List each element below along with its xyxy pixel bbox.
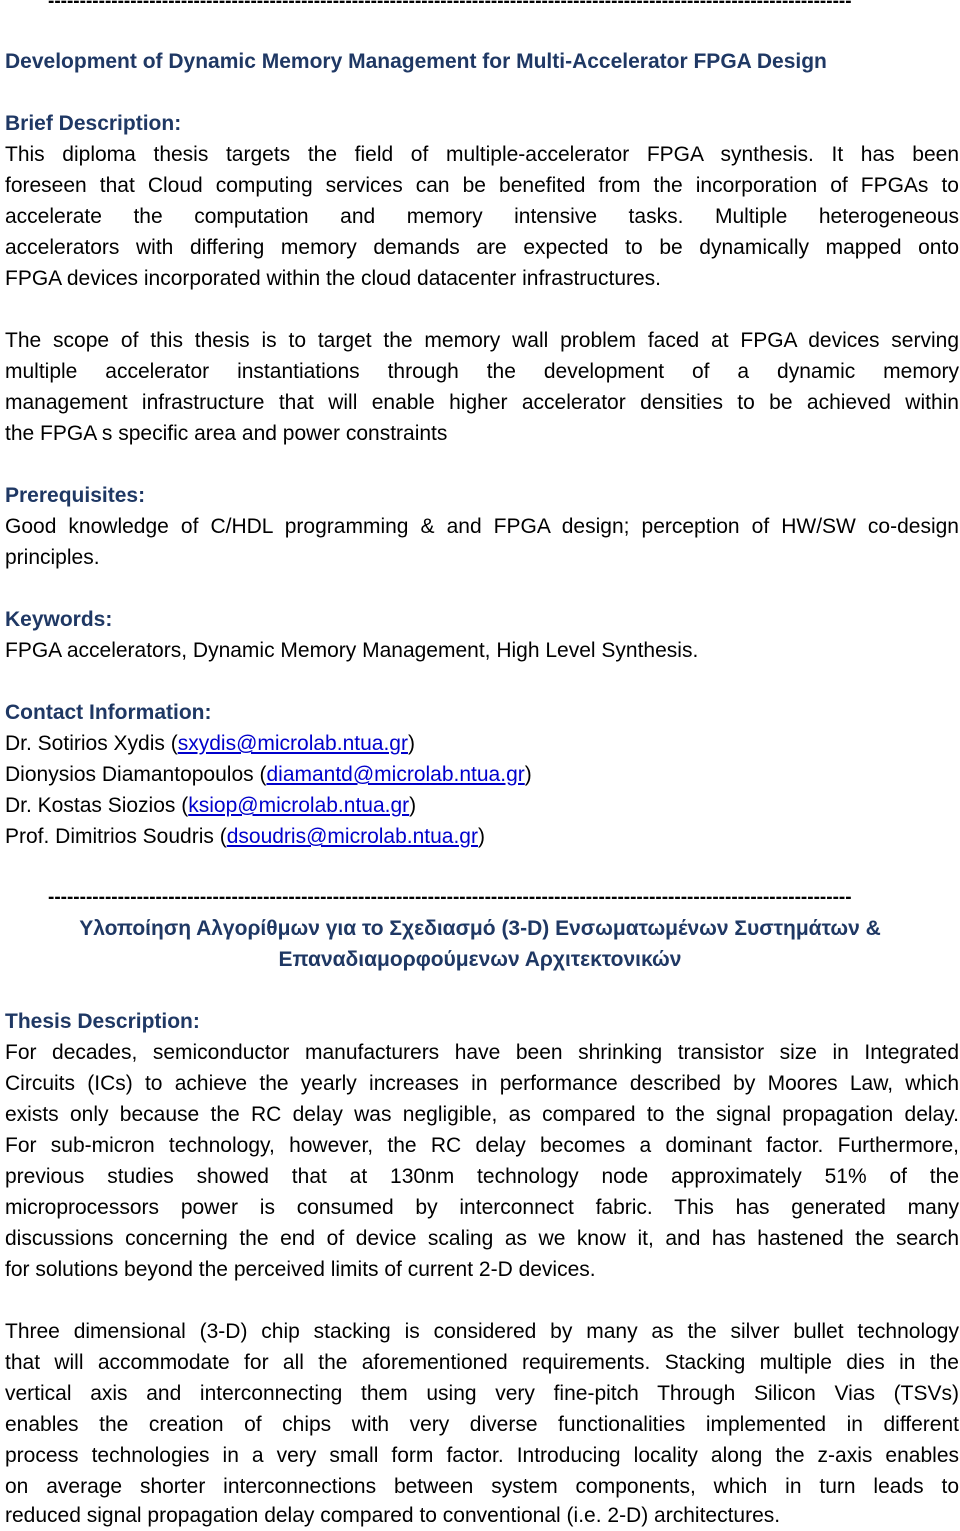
para1-line: Circuits (ICs) to achieve the yearly increases in performance described by Moores Law, which: [5, 1072, 959, 1095]
contact-name: Dr. Sotirios Xydis (: [5, 732, 178, 755]
top-separator: -------------------------------------------------------------------------------------------------------------------------------: [48, 0, 852, 12]
scope-line: management infrastructure that will enable higher accelerator densities to be achieved within: [5, 391, 959, 414]
para1-line: For decades, semiconductor manufacturers have been shrinking transistor size in Integrated: [5, 1041, 959, 1064]
scope-line: The scope of this thesis is to target the memory wall problem faced at FPGA devices serving: [5, 329, 959, 352]
contact-row: [5, 821, 959, 852]
contact-email-link[interactable]: dsoudris@microlab.ntua.gr: [226, 825, 478, 848]
para1-line: for solutions beyond the perceived limits of current 2-D devices.: [5, 1258, 596, 1281]
prereq-line: principles.: [5, 546, 100, 569]
para2-line: on average shorter interconnections between system components, which in turn leads to: [5, 1475, 959, 1498]
contact-row: [5, 728, 959, 759]
contact-email-link[interactable]: sxydis@microlab.ntua.gr: [177, 732, 408, 755]
keywords-label: Keywords:: [5, 608, 113, 631]
contact-name: Dr. Kostas Siozios (: [5, 794, 189, 817]
contact-email-link[interactable]: diamantd@microlab.ntua.gr: [266, 763, 525, 786]
para2-line: enables the creation of chips with very diverse functionalities implemented in different: [5, 1413, 959, 1436]
scope-line: multiple accelerator instantiations through the development of a dynamic memory: [5, 360, 959, 383]
brief-line: foreseen that Cloud computing services can be benefited from the incorporation of FPGAs to: [5, 174, 959, 197]
contact-email-link[interactable]: ksiop@microlab.ntua.gr: [188, 794, 410, 817]
prerequisites-label: Prerequisites:: [5, 484, 146, 507]
thesis-description-label: Thesis Description:: [5, 1010, 200, 1033]
brief-description-label: Brief Description:: [5, 112, 182, 135]
contact-row: [5, 790, 959, 821]
contact-close: ): [477, 825, 485, 848]
para2-line: that will accommodate for all the aforementioned requirements. Stacking multiple dies in the: [5, 1351, 959, 1374]
greek-title-line-2: Επαναδιαμορφούμενων Αρχιτεκτονικών: [278, 948, 682, 971]
greek-title-line-1: Υλοποίηση Αλγορίθμων για το Σχεδιασμό (3-D) Ενσωματωμένων Συστημάτων &: [79, 917, 881, 940]
para1-line: discussions concerning the end of device scaling as we know it, and has hastened the search: [5, 1227, 959, 1250]
brief-line: FPGA devices incorporated within the cloud datacenter infrastructures.: [5, 267, 662, 290]
para1-line: microprocessors power is consumed by interconnect fabric. This has generated many: [5, 1196, 959, 1219]
para1-line: For sub-micron technology, however, the RC delay becomes a dominant factor. Furthermore,: [5, 1134, 959, 1157]
para2-line: vertical axis and interconnecting them using very fine-pitch Through Silicon Vias (TSVs): [5, 1382, 959, 1405]
middle-separator: -------------------------------------------------------------------------------------------------------------------------------: [48, 888, 852, 908]
contact-close: ): [407, 732, 415, 755]
para2-line: process technologies in a very small form factor. Introducing locality along the z-axis enables: [5, 1444, 959, 1467]
contact-close: ): [524, 763, 532, 786]
contact-label: Contact Information:: [5, 701, 212, 724]
scope-line: the FPGA s specific area and power constraints: [5, 422, 448, 445]
para2-line: Three dimensional (3-D) chip stacking is considered by many as the silver bullet technology: [5, 1320, 959, 1343]
para1-line: previous studies showed that at 130nm technology node approximately 51% of the: [5, 1165, 959, 1188]
para1-line: exists only because the RC delay was negligible, as compared to the signal propagation delay.: [5, 1103, 959, 1126]
keywords-text: FPGA accelerators, Dynamic Memory Management, High Level Synthesis.: [5, 639, 699, 662]
brief-line: This diploma thesis targets the field of multiple-accelerator FPGA synthesis. It has been: [5, 143, 959, 166]
contact-row: [5, 759, 959, 790]
brief-line: accelerators with differing memory demands are expected to be dynamically mapped onto: [5, 236, 959, 259]
contact-name: Prof. Dimitrios Soudris (: [5, 825, 227, 848]
thesis-title: Development of Dynamic Memory Management for Multi-Accelerator FPGA Design: [5, 50, 827, 73]
para2-line: reduced signal propagation delay compared to conventional (i.e. 2-D) architectures.: [5, 1504, 781, 1527]
prereq-line: Good knowledge of C/HDL programming & and FPGA design; perception of HW/SW co-design: [5, 515, 959, 538]
contact-name: Dionysios Diamantopoulos (: [5, 763, 267, 786]
brief-line: accelerate the computation and memory intensive tasks. Multiple heterogeneous: [5, 205, 959, 228]
contact-close: ): [409, 794, 417, 817]
